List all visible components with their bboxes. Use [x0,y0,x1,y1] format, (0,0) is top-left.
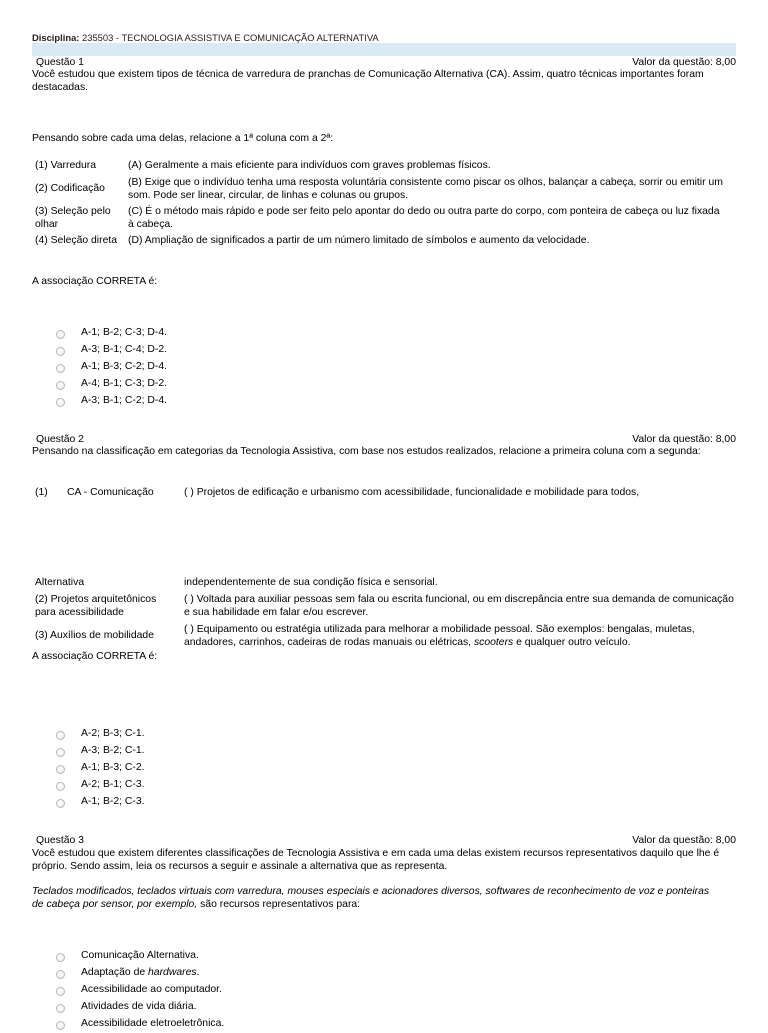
question-1-value: Valor da questão: 8,00 [632,57,736,68]
q2-row-1-number: (1) [35,487,48,498]
q1-option-5[interactable] [56,393,167,410]
q1-option-3[interactable] [56,359,167,376]
q1-row-3-left: (3) Seleção pelo olhar [35,206,111,230]
question-1-intro: Você estudou que existem tipos de técnica de varredura de pranchas de Comunicação Alternativa (CA). Assim, quatro técnicas importantes foram destacadas. [32,69,704,93]
q2-row-3-text: ( ) Equipamento ou estratégia utilizada para melhorar a mobilidade pessoal. São exemplos: bengalas, muletas, andadores, carrinhos, cadeiras de rodas manuais ou elétricas, [184,624,695,648]
header-bar [32,43,736,56]
radio-button[interactable] [56,799,65,808]
option-label: A-1; B-2; C-3. [81,796,145,808]
option-label: Acessibilidade ao computador. [81,984,222,996]
question-3-title: Questão 3 [36,835,84,846]
radio-button[interactable] [56,1004,65,1013]
radio-button[interactable] [56,970,65,979]
q1-row-1-right: (A) Geralmente a mais eficiente para indivíduos com graves problemas físicos. [128,160,491,171]
radio-button[interactable] [56,330,65,339]
q3-option-4[interactable] [56,999,197,1016]
q2-option-4[interactable] [56,777,145,794]
q3-option-5[interactable] [56,1016,224,1033]
option-label: A-2; B-1; C-3. [81,779,145,791]
question-3-tail: são recursos representativos para: [197,898,361,910]
option-label: A-1; B-3; C-2; D-4. [81,361,168,373]
option-label: A-2; B-3; C-1. [81,728,145,740]
q2-row-1-continued-right: independentemente de sua condição física e sensorial. [184,577,438,588]
option-label: A-3; B-1; C-2; D-4. [81,395,168,407]
discipline-value: 235503 - TECNOLOGIA ASSISTIVA E COMUNICAÇÃO ALTERNATIVA [82,32,379,43]
radio-button[interactable] [56,765,65,774]
question-3-resources [32,886,722,911]
option-label: Acessibilidade eletroeletrônica. [81,1018,225,1030]
q1-row-4-left: (4) Seleção direta [35,235,118,246]
question-2-intro: Pensando na classificação em categorias da Tecnologia Assistiva, com base nos estudos realizados, relacione a primeira coluna com a segunda: [32,446,701,457]
q2-option-3[interactable] [56,760,145,777]
radio-button[interactable] [56,953,65,962]
option-label: Atividades de vida diária. [81,1001,197,1013]
question-1-ask: A associação CORRETA é: [32,276,158,287]
q1-row-1-left: (1) Varredura [35,160,97,171]
q2-row-2-left: (2) Projetos arquitetônicos para acessibilidade [35,594,157,618]
q1-row-4-right: (D) Ampliação de significados a partir de um número limitado de símbolos e aumento da velocidade. [128,235,590,246]
question-3-intro: Você estudou que existem diferentes classificações de Tecnologia Assistiva e em cada uma delas existem recursos representativos daquilo que lhe é próprio. Sendo assim, leia os recursos a seguir e assinale a alternativa que as representa. [32,848,720,872]
option-label: A-1; B-2; C-3; D-4. [81,327,168,339]
option-label: A-3; B-1; C-4; D-2. [81,344,168,356]
radio-button[interactable] [56,1021,65,1030]
q3-option-2[interactable] [56,965,199,982]
radio-button[interactable] [56,731,65,740]
q2-option-2[interactable] [56,743,145,760]
question-2-ask: A associação CORRETA é: [32,651,158,662]
q2-row-2-right: ( ) Voltada para auxiliar pessoas sem fala ou escrita funcional, ou em discrepância entre sua demanda de comunicação e sua habilidade em falar e/ou escrever. [184,594,734,618]
question-3-value: Valor da questão: 8,00 [632,835,736,846]
radio-button[interactable] [56,364,65,373]
q1-row-3-right: (C) É o método mais rápido e pode ser feito pelo apontar do dedo ou outra parte do corpo, com ponteira de cabeça ou luz fixada à cabeça. [128,206,720,230]
option-text-end: . [196,967,200,979]
radio-button[interactable] [56,987,65,996]
radio-button[interactable] [56,748,65,757]
q1-option-4[interactable] [56,376,167,393]
q2-row-1-label: CA - Comunicação [67,487,154,498]
question-3-emphasis: Teclados modificados, teclados virtuais com varredura, mouses especiais e acionadores diversos, softwares de reconhecimento de voz e ponteiras de cabeça por sensor, por exemplo, [32,886,710,910]
q1-option-2[interactable] [56,342,167,359]
q2-row-3-text-end: e qualquer outro veículo. [513,636,631,648]
option-emphasis: hardwares [148,967,197,979]
question-2-title: Questão 2 [36,434,84,445]
q2-row-1-right: ( ) Projetos de edificação e urbanismo com acessibilidade, funcionalidade e mobilidade para todos, [184,487,640,498]
radio-button[interactable] [56,347,65,356]
q2-row-1-continued-left: Alternativa [35,577,85,588]
question-1-title: Questão 1 [36,57,84,68]
discipline-header [32,32,379,43]
radio-button[interactable] [56,381,65,390]
discipline-label: Disciplina: [32,32,80,43]
q2-row-3-emphasis: scooters [473,636,514,648]
radio-button[interactable] [56,782,65,791]
option-label: A-3; B-2; C-1. [81,745,145,757]
q1-option-1[interactable] [56,325,167,342]
q2-option-1[interactable] [56,726,145,743]
radio-button[interactable] [56,398,65,407]
question-1-prompt: Pensando sobre cada uma delas, relacione a 1ª coluna com a 2ª: [32,133,334,144]
question-2-value: Valor da questão: 8,00 [632,434,736,445]
q2-row-3-right [184,624,734,649]
q3-option-3[interactable] [56,982,222,999]
q1-row-2-right: (B) Exige que o indivíduo tenha uma resposta voluntária consistente como piscar os olhos, balançar a cabeça, sorrir ou emitir um som. Pode ser linear, circular, de linhas e colunas ou grupos. [128,177,723,201]
q1-row-2-left: (2) Codificação [35,183,105,194]
q3-option-1[interactable] [56,948,199,965]
option-label: Comunicação Alternativa. [81,950,199,962]
option-label: A-1; B-3; C-2. [81,762,145,774]
option-text: Adaptação de [81,967,149,979]
q2-option-5[interactable] [56,794,145,811]
option-label: A-4; B-1; C-3; D-2. [81,378,168,390]
q2-row-3-left: (3) Auxílios de mobilidade [35,630,154,641]
option-label [81,967,199,980]
